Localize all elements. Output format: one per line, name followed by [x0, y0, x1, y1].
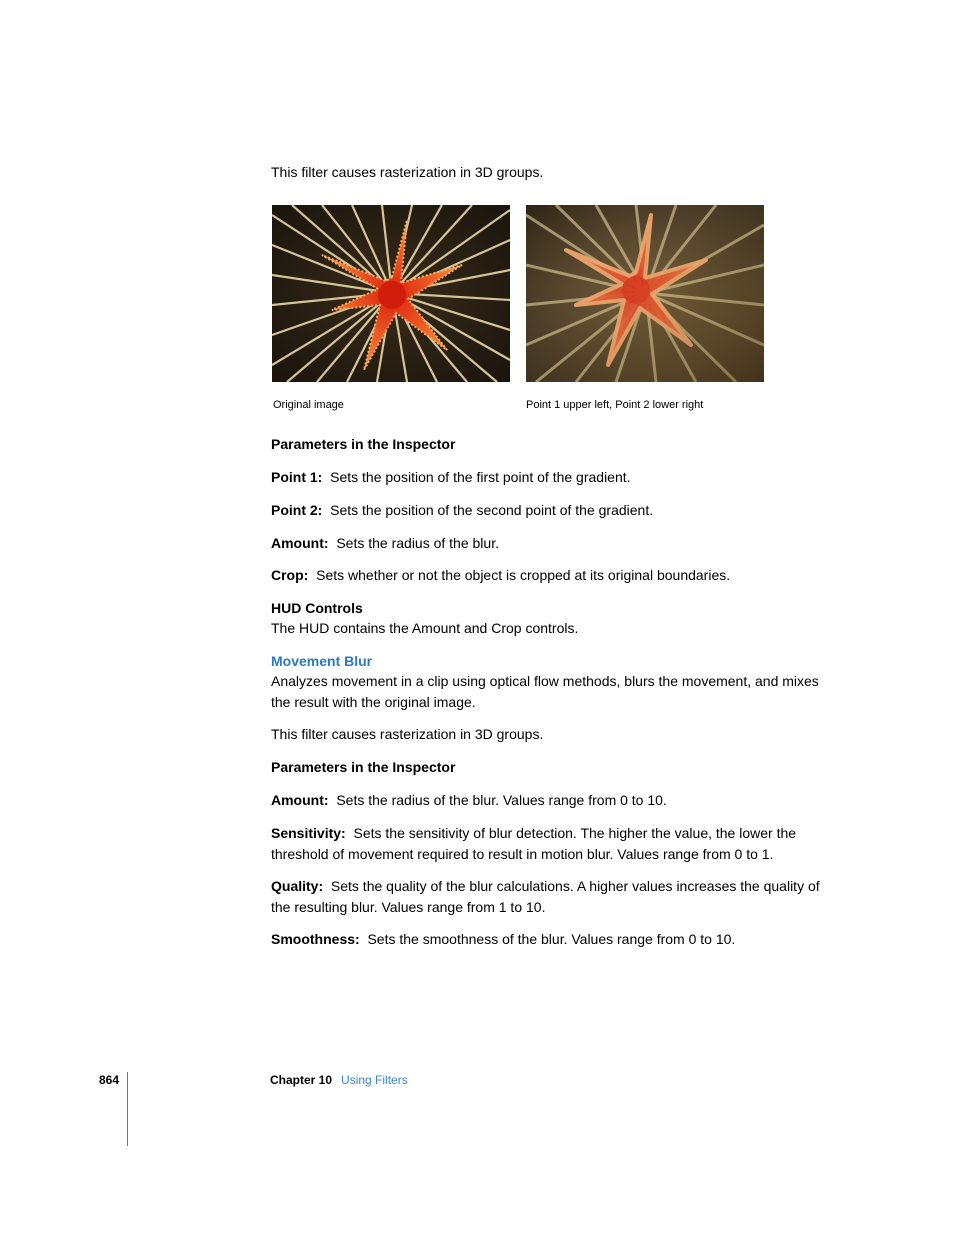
intro-text: This filter causes rasterization in 3D groups. — [271, 164, 544, 180]
param-text: Sets the radius of the blur. — [336, 535, 499, 551]
params-heading: Parameters in the Inspector — [271, 436, 456, 452]
figure-caption-right: Point 1 upper left, Point 2 lower right — [526, 399, 704, 411]
starfish-photo-original — [272, 205, 510, 382]
movement-blur-raster-note: This filter causes rasterization in 3D groups. — [271, 726, 544, 742]
param-label: Amount: — [271, 535, 329, 551]
param-label: Crop: — [271, 567, 309, 583]
param-label: Smoothness: — [271, 931, 360, 947]
param-mb-quality — [271, 876, 821, 917]
param-label: Sensitivity: — [271, 825, 346, 841]
movement-blur-description: Analyzes movement in a clip using optical flow methods, blurs the movement, and mixes the result with the original image. — [271, 673, 819, 710]
param-text: Sets the position of the second point of the gradient. — [330, 502, 654, 518]
hud-heading: HUD Controls — [271, 600, 363, 616]
param-mb-sensitivity — [271, 823, 821, 864]
param-label: Amount: — [271, 792, 329, 808]
figure-caption-left: Original image — [273, 399, 344, 411]
figure-original-image — [272, 205, 510, 382]
chapter-title-link[interactable]: Using Filters — [341, 1073, 408, 1087]
figure-blurred-image — [526, 205, 764, 382]
param-label: Quality: — [271, 878, 324, 894]
param-text: Sets the smoothness of the blur. Values range from 0 to 10. — [367, 931, 736, 947]
param-crop — [271, 565, 821, 586]
param-mb-amount — [271, 790, 821, 811]
chapter-label: Chapter 10 — [270, 1073, 333, 1087]
params-heading-movement-blur: Parameters in the Inspector — [271, 759, 456, 775]
param-point2 — [271, 500, 821, 521]
chapter-footer — [270, 1073, 408, 1087]
param-text: Sets the quality of the blur calculations. A higher values increases the quality of the resulting blur. Values range from 1 to 10. — [271, 878, 820, 915]
section-title-movement-blur: Movement Blur — [271, 653, 373, 669]
param-label: Point 1: — [271, 469, 323, 485]
param-text: Sets the position of the first point of the gradient. — [330, 469, 631, 485]
param-point1 — [271, 467, 821, 488]
param-amount — [271, 533, 821, 554]
page-number: 864 — [99, 1073, 120, 1087]
starfish-photo-blurred — [526, 205, 764, 382]
param-text: Sets whether or not the object is cropped at its original boundaries. — [316, 567, 731, 583]
param-text: Sets the radius of the blur. Values range from 0 to 10. — [336, 792, 667, 808]
param-label: Point 2: — [271, 502, 323, 518]
param-mb-smoothness — [271, 929, 821, 950]
footer-divider — [127, 1072, 128, 1146]
hud-text: The HUD contains the Amount and Crop controls. — [271, 620, 579, 636]
param-text: Sets the sensitivity of blur detection. The higher the value, the lower the threshold of movement required to result in motion blur. Values range from 0 to 1. — [271, 825, 797, 862]
